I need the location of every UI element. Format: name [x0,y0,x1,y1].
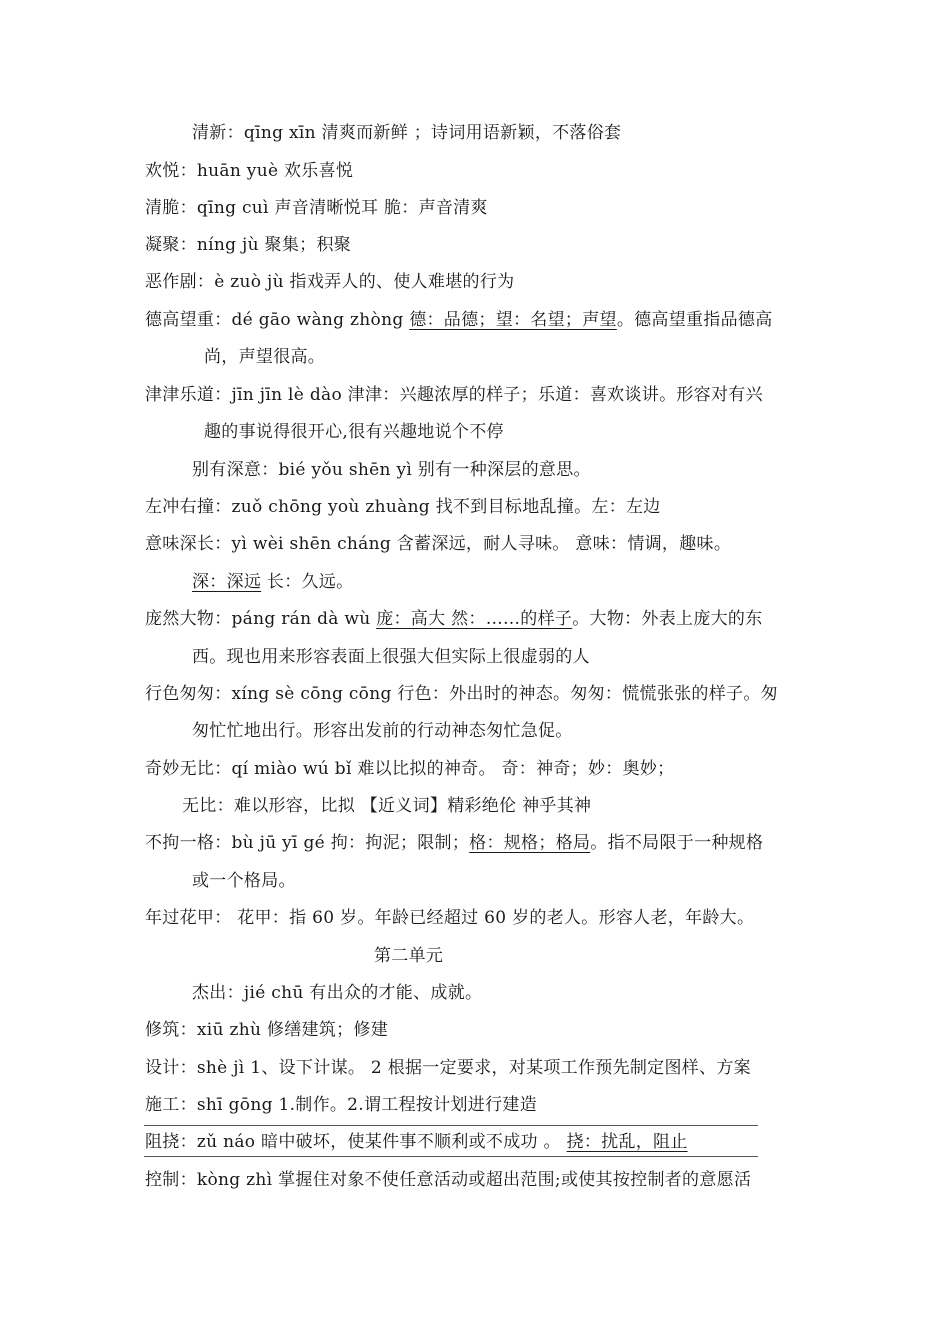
text-segment: 设计：shè jì 1、设下计谋。 2 根据一定要求，对某项工作预先制定图样、方案 [145,1058,751,1078]
text-segment: 长：久远。 [261,572,354,592]
text-segment: 不拘一格：bù jū yī gé 拘：拘泥；限制； [145,833,470,853]
text-segment: 欢悦：huān yuè 欢乐喜悦 [145,161,354,181]
line-6 [145,309,773,331]
line-14 [145,608,763,630]
text-segment: 。德高望重指品德高 [616,310,773,330]
text-segment: 。大物：外表上庞大的东 [572,609,763,629]
underlined-text: 格：规格；格局 [469,833,591,853]
text-segment: 。指不局限于一种规格 [590,833,764,853]
line-11 [145,496,661,518]
box-rule-bottom [144,1156,758,1157]
line-24 [192,982,482,1004]
text-segment: 阻挠：zǔ náo 暗中破坏，使某件事不顺利或不成功 。 [145,1132,567,1152]
text-segment: 奇妙无比：qí miào wú bǐ 难以比拟的神奇。 奇：神奇；妙：奥妙； [145,759,675,779]
text-segment: 德高望重：dé gāo wàng zhòng [145,310,410,330]
line-20 [145,832,763,854]
line-22 [145,907,754,929]
line-29 [145,1169,751,1191]
text-segment: 尚，声望很高。 [204,347,326,367]
text-segment: 清脆：qīng cuì 声音清晰悦耳 脆：声音清爽 [145,198,488,218]
line-10 [192,459,591,481]
text-segment: 修筑：xiū zhù 修缮建筑；修建 [145,1020,389,1040]
line-9 [204,421,504,443]
line-12 [145,533,731,555]
text-segment: 别有深意：bié yǒu shēn yì 别有一种深层的意思。 [192,460,591,480]
underlined-text: 挠：扰乱，阻止 [566,1132,688,1152]
underlined-text: 深：深远 [192,572,262,592]
text-segment: 施工：shī gōng 1.制作。2.谓工程按计划进行建造 [145,1095,538,1115]
text-segment: 津津乐道：jīn jīn lè dào 津津：兴趣浓厚的样子；乐道：喜欢谈讲。形容对有兴 [145,385,763,405]
line-16 [145,683,778,705]
line-19 [182,795,591,817]
text-segment: 趣的事说得很开心,很有兴趣地说个不停 [204,422,504,442]
line-28 [145,1131,688,1153]
line-5 [145,271,514,293]
text-segment: 意味深长：yì wèi shēn cháng 含蓄深远，耐人寻味。 意味：情调，趣味。 [145,534,732,554]
line-13 [192,571,353,593]
line-17 [192,720,573,742]
section-heading [374,945,443,967]
line-25 [145,1019,388,1041]
text-segment: 恶作剧：è zuò jù 指戏弄人的、使人难堪的行为 [145,272,515,292]
text-segment: 凝聚：níng jù 聚集；积聚 [145,235,352,255]
line-4 [145,234,351,256]
text-segment: 或一个格局。 [192,871,296,891]
line-21 [192,870,296,892]
line-15 [192,646,590,668]
box-rule-top [144,1125,758,1126]
line-18 [145,758,674,780]
text-segment: 匆忙忙地出行。形容出发前的行动神态匆忙急促。 [192,721,573,741]
text-segment: 无比：难以形容，比拟 【近义词】精彩绝伦 神乎其神 [182,796,592,816]
line-7 [204,346,325,368]
text-segment: 西。现也用来形容表面上很强大但实际上很虚弱的人 [192,647,590,667]
line-26 [145,1057,751,1079]
text-segment: 年过花甲： 花甲：指 60 岁。年龄已经超过 60 岁的老人。形容人老，年龄大。 [145,908,755,928]
text-segment: 控制：kòng zhì 掌握住对象不使任意活动或超出范围;或使其按控制者的意愿活 [145,1170,752,1190]
line-1 [192,122,621,144]
text-segment: 第二单元 [374,946,444,966]
text-segment: 庞然大物：páng rán dà wù [145,609,377,629]
text-segment: 行色匆匆：xíng sè cōng cōng 行色：外出时的神态。匆匆：慌慌张张的样子。匆 [145,684,778,704]
underlined-text: 庞：高大 然：……的样子 [376,609,573,629]
text-segment: 左冲右撞：zuǒ chōng yoù zhuàng 找不到目标地乱撞。左：左边 [145,497,661,517]
line-27 [145,1094,537,1116]
text-segment: 清新：qīng xīn 清爽而新鲜 ；诗词用语新颖，不落俗套 [192,123,622,143]
text-segment: 杰出：jié chū 有出众的才能、成就。 [192,983,483,1003]
line-3 [145,197,488,219]
line-2 [145,160,353,182]
underlined-text: 德：品德；望：名望；声望 [409,310,617,330]
line-8 [145,384,763,406]
